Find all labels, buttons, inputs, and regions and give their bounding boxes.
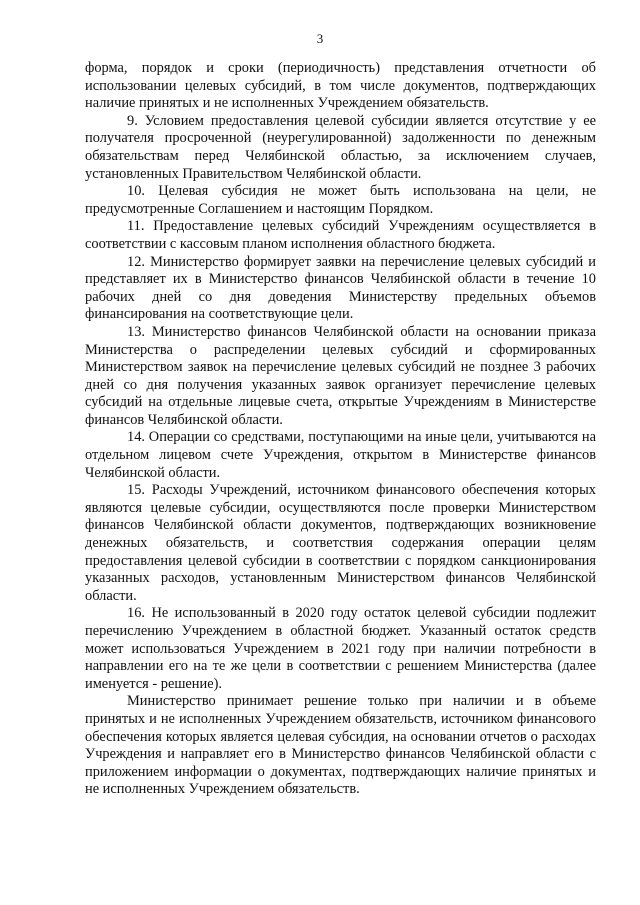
paragraph-item-9: 9. Условием предоставления целевой субсидии является отсутствие у ее получателя просроченной (неурегулированной) задолженности по денежным обязательствам перед Челябинской областью, за исключением случаев, установленных Правительством Челябинской области. xyxy=(85,112,596,182)
paragraph-continuation: форма, порядок и сроки (периодичность) представления отчетности об использовании целевых субсидий, в том числе документов, подтверждающих наличие принятых и не исполненных Учреждением обязательств. xyxy=(85,60,596,112)
paragraph-item-16: 16. Не использованный в 2020 году остаток целевой субсидии подлежит перечислению Учреждением в областной бюджет. Указанный остаток средств может использоваться Учреждением в 2021 году при наличии потребности в направлении его на те же цели в соответствии с решением Министерства (далее именуется - решение). xyxy=(85,605,596,692)
document-body xyxy=(85,60,596,799)
paragraph-ministry-decision: Министерство принимает решение только при наличии и в объеме принятых и не исполненных Учреждением обязательств, источником финансового обеспечения которых является целевая субсидия, на основании отчетов о расходах Учреждения и направляет его в Министерство финансов Челябинской области с приложением информации о документах, подтверждающих наличие принятых и не исполненных Учреждением обязательств. xyxy=(85,693,596,798)
paragraph-item-15: 15. Расходы Учреждений, источником финансового обеспечения которых являются целевые субсидии, осуществляются после проверки Министерством финансов Челябинской области документов, подтверждающих возникновение денежных обязательств, и соответствия содержания операции целям предоставления целевой субсидии в соответствии с порядком санкционирования указанных расходов, установленным Министерством финансов Челябинской области. xyxy=(85,482,596,604)
page-number: 3 xyxy=(316,31,324,46)
paragraph-item-10: 10. Целевая субсидия не может быть использована на цели, не предусмотренные Соглашением и настоящим Порядком. xyxy=(85,183,596,217)
paragraph-item-13: 13. Министерство финансов Челябинской области на основании приказа Министерства о распределении целевых субсидий и сформированных Министерством заявок на перечисление целевых субсидий не позднее 3 рабочих дней со дня получения указанных заявок организует перечисление целевых субсидий на отдельные лицевые счета, открытые Учреждениям в Министерстве финансов Челябинской области. xyxy=(85,323,596,428)
paragraph-item-12: 12. Министерство формирует заявки на перечисление целевых субсидий и представляет их в Министерство финансов Челябинской области в течение 10 рабочих дней со дня доведения Министерству предельных объемов финансирования на соответствующие цели. xyxy=(85,253,596,323)
paragraph-item-11: 11. Предоставление целевых субсидий Учреждениям осуществляется в соответствии с кассовым планом исполнения областного бюджета. xyxy=(85,218,596,252)
paragraph-item-14: 14. Операции со средствами, поступающими на иные цели, учитываются на отдельном лицевом счете Учреждения, открытом в Министерстве финансов Челябинской области. xyxy=(85,429,596,481)
